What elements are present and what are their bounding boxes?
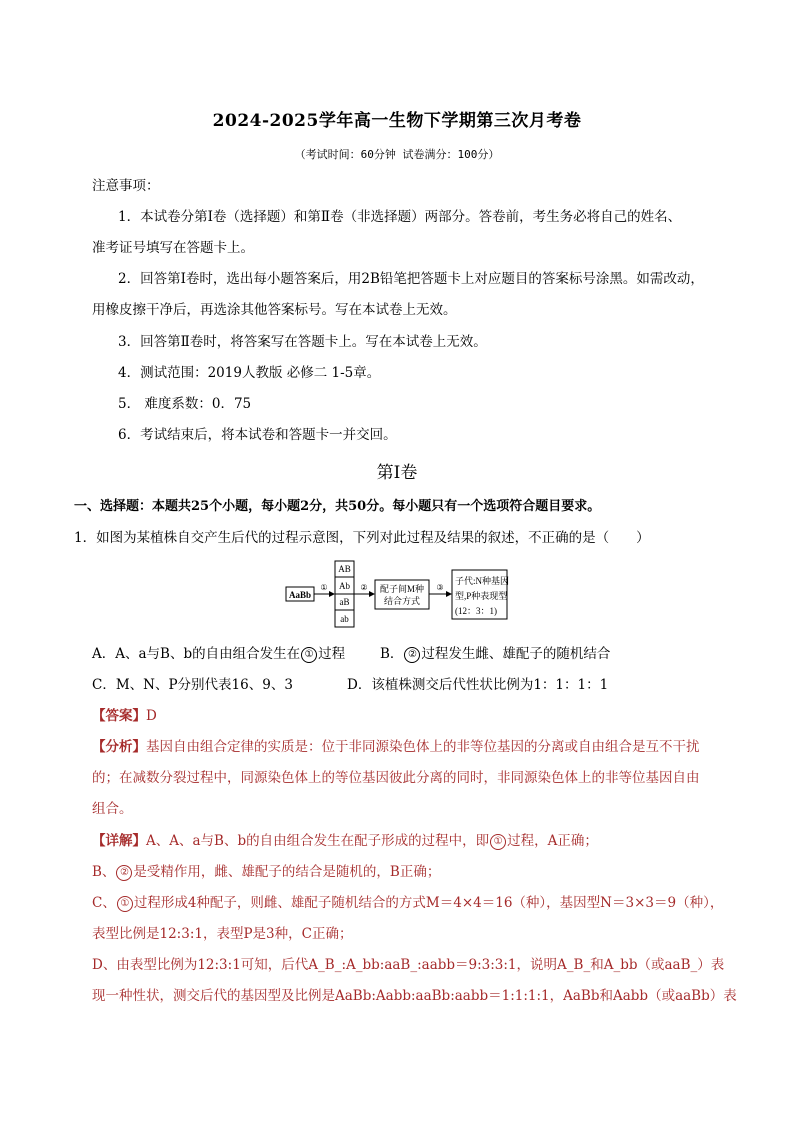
svg-text:AaBb: AaBb [288, 590, 312, 600]
notice-item-5: 5． 难度系数：0．75 [118, 396, 252, 412]
notice-item-2a: 2．回答第Ⅰ卷时，选出每小题答案后，用2B铅笔把答题卡上对应题目的答案标号涂黑。如需改动， [118, 271, 704, 287]
step-1-label: ① [320, 583, 328, 592]
analysis-line-1: 【分析】基因自由组合定律的实质是：位于非同源染色体上的非等位基因的分离或自由组合是互不干扰 [92, 739, 700, 755]
answer-value: D [146, 708, 157, 724]
detail-line-1: 【详解】A、A、a与B、b的自由组合发生在配子形成的过程中，即 ① 过程，A正确； [92, 833, 598, 849]
answer-tag: 【答案】 [92, 708, 146, 724]
section-instruction: 一、选择题：本题共25个小题，每小题2分，共50分。每小题只有一个选项符合题目要求。 [74, 499, 601, 514]
notice-item-3: 3．回答第Ⅱ卷时，将答案写在答题卡上。写在本试卷上无效。 [118, 334, 487, 350]
combination-box [375, 580, 429, 609]
svg-text:型,P种表现型: 型,P种表现型 [455, 591, 508, 601]
exam-info: （考试时间：60分钟 试卷满分：100分） [294, 148, 500, 161]
notice-item-6: 6．考试结束后，将本试卷和答题卡一并交回。 [118, 427, 397, 443]
notice-item-1a: 1．本试卷分第Ⅰ卷（选择题）和第Ⅱ卷（非选择题）两部分。答卷前，考生务必将自己的姓名、 [118, 209, 682, 225]
start-box [286, 587, 314, 601]
page-title: 2024-2025学年高一生物下学期第三次月考卷 [212, 111, 582, 131]
analysis-line-3: 组合。 [92, 801, 133, 817]
detail-tag: 【详解】 [92, 833, 146, 849]
detail-line-5: D、由表型比例为12:3:1可知，后代A_B_:A_bb:aaB_:aabb＝9:3:3:1，说明A_B_和A_bb（或aaB_）表 [92, 957, 725, 973]
svg-text:子代:N种基因: 子代:N种基因 [455, 576, 510, 586]
notice-item-4: 4．测试范围：2019人教版 必修二 1-5章。 [118, 365, 381, 381]
gametes-box [335, 561, 354, 627]
detail-line-4: 表型比例是12:3:1，表型P是3种，C正确； [92, 926, 353, 942]
svg-text:配子间M种: 配子间M种 [379, 584, 425, 594]
offspring-box [452, 570, 509, 619]
gamete-4: ab [340, 614, 349, 624]
notice-heading: 注意事项： [92, 178, 160, 194]
option-c: C．M、N、P分别代表16、9、3 [92, 677, 293, 693]
detail-line-3: C、 ① 过程形成4种配子，则雌、雄配子随机结合的方式M＝4×4＝16（种），基因型N＝3×3＝9（种）， [92, 895, 724, 911]
process-diagram [285, 560, 510, 630]
step-3-label: ③ [436, 583, 444, 592]
svg-text:(12：3：1): (12：3：1) [455, 606, 497, 616]
detail-line-6: 现一种性状，测交后代的基因型及比例是AaBb:Aabb:aaBb:aabb＝1:1:1:1，AaBb和Aabb（或aaBb）表 [92, 988, 737, 1004]
question-stem: 1．如图为某植株自交产生后代的过程示意图，下列对此过程及结果的叙述，不正确的是（ ） [74, 530, 650, 546]
analysis-line-2: 的；在减数分裂过程中，同源染色体上的等位基因彼此分离的同时，非同源染色体上的非等位基因自由 [92, 770, 700, 786]
analysis-tag: 【分析】 [92, 739, 146, 755]
option-d: D．该植株测交后代性状比例为1：1：1：1 [347, 677, 609, 693]
detail-line-2: B、 ② 是受精作用，雌、雄配子的结合是随机的，B正确； [92, 864, 441, 880]
svg-text:结合方式: 结合方式 [383, 596, 421, 606]
step-2-label: ② [360, 583, 368, 592]
notice-item-1b: 准考证号填写在答题卡上。 [92, 240, 254, 256]
answer-line [92, 707, 157, 725]
option-a: A．A、a与B、b的自由组合发生在 ① 过程 [92, 646, 346, 662]
notice-item-2b: 用橡皮擦干净后，再选涂其他答案标号。写在本试卷上无效。 [92, 302, 457, 318]
option-b: B． ② 过程发生雌、雄配子的随机结合 [380, 646, 611, 662]
gamete-1: AB [338, 564, 351, 574]
gamete-3: aB [339, 597, 350, 607]
gamete-2: Ab [339, 581, 350, 591]
section-heading: 第Ⅰ卷 [376, 463, 418, 483]
